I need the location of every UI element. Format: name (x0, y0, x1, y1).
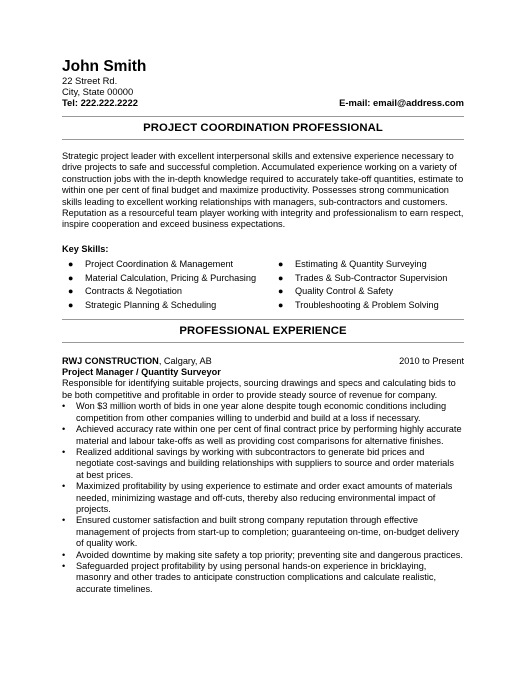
job-dates: 2010 to Present (399, 355, 464, 366)
divider (62, 342, 464, 343)
experience-heading: PROFESSIONAL EXPERIENCE (179, 324, 347, 337)
bullet-icon: • (62, 515, 66, 526)
city-state: City, State 00000 (62, 86, 134, 97)
bullet-icon: • (62, 481, 66, 492)
skill-item: ● Material Calculation, Pricing & Purchasing (62, 272, 272, 286)
bullet-icon: ● (278, 286, 284, 297)
bullet-icon: • (62, 401, 66, 412)
employer (62, 356, 212, 367)
achievement-item: • Ensured customer satisfaction and built strong company reputation through effective management of projects from start-up to completion; guaranteeing on-time, on-budget delivery of quality work. (62, 515, 460, 549)
bullet-icon: ● (68, 286, 74, 297)
achievement-item: • Won $3 million worth of bids in one year alone despite tough economic conditions including competition from other companies willing to underbid and build at a loss if necessary. (62, 401, 447, 423)
achievement-item: • Achieved accuracy rate within one per cent of final contract price by performing highly accurate material and labour take-offs as well as providing cost comparisons for alternative finishes. (62, 424, 462, 446)
job-responsibility: Responsible for identifying suitable projects, sourcing drawings and specs and calculating bids to be both competitive and profitable in order to provide steady source of revenue for company. (62, 378, 456, 400)
achievements-list (62, 401, 464, 595)
skill-item: ● Strategic Planning & Scheduling (62, 299, 272, 313)
bullet-icon: • (62, 446, 66, 457)
bullet-icon: ● (68, 272, 74, 283)
telephone: Tel: 222.222.2222 (62, 97, 138, 108)
divider (62, 139, 464, 140)
contact-row (62, 97, 464, 108)
achievement-item: • Avoided downtime by making site safety a top priority; preventing site and dangerous practices. (62, 549, 463, 560)
bullet-icon: ● (68, 258, 74, 269)
bullet-icon: • (62, 549, 66, 560)
skill-item: ● Troubleshooting & Problem Solving (272, 299, 447, 313)
job-position: Project Manager / Quantity Surveyor (62, 367, 221, 378)
achievement-item: • Realized additional savings by working with subcontractors to generate bid prices and negotiate cost-savings and building relationships with suppliers to source and order materials at best prices. (62, 446, 454, 480)
professional-title: PROJECT COORDINATION PROFESSIONAL (143, 122, 383, 134)
bullet-icon: • (62, 424, 66, 435)
bullet-icon: ● (278, 258, 284, 269)
company-name: RWJ CONSTRUCTION (62, 355, 159, 366)
resume-page (62, 58, 464, 595)
skills-column-2 (272, 258, 447, 313)
skill-item: ● Estimating & Quantity Surveying (272, 258, 447, 272)
achievement-item: • Safeguarded project profitability by using personal hands-on experience in bricklaying, masonry and other trades to anticipate construction complications and calculate realistic, accurate timelines. (62, 560, 437, 594)
skill-item: ● Project Coordination & Management (62, 258, 272, 272)
achievement-item: • Maximized profitability by using experience to estimate and order exact amounts of materials needed, minimizing wastage and off-cuts, thereby also reducing environmental impact of projects. (62, 481, 453, 514)
bullet-icon: ● (278, 272, 284, 283)
bullet-icon: • (62, 560, 66, 571)
summary-paragraph: Strategic project leader with excellent interpersonal skills and extensive experience necessary to drive projects to safe and successful completion. Accumulated experience working on a variety of construction jobs with the in-depth knowledge required to accurately take-off quantities, estimate to within one per cent of final budget and maximize productivity. Possesses strong communication skills leading to excellent working relationships with managers, sub-contractors and customers. Reputation as a resourceful team player working with integrity and professionalism to earn respect, inspire cooperation and exceed business expectations. (62, 151, 464, 230)
skills-column-1 (62, 258, 272, 313)
candidate-name: John Smith (62, 58, 147, 75)
divider (62, 319, 464, 320)
street-address: 22 Street Rd. (62, 75, 118, 86)
key-skills-list (62, 258, 464, 313)
divider (62, 116, 464, 117)
email: E-mail: email@address.com (339, 97, 464, 108)
bullet-icon: ● (68, 299, 74, 310)
skill-item: ● Contracts & Negotiation (62, 285, 272, 299)
key-skills-heading: Key Skills: (62, 243, 109, 254)
company-location: , Calgary, AB (158, 355, 212, 366)
skill-item: ● Trades & Sub-Contractor Supervision (272, 272, 447, 286)
job-header (62, 356, 464, 367)
bullet-icon: ● (278, 299, 284, 310)
skill-item: ● Quality Control & Safety (272, 285, 447, 299)
